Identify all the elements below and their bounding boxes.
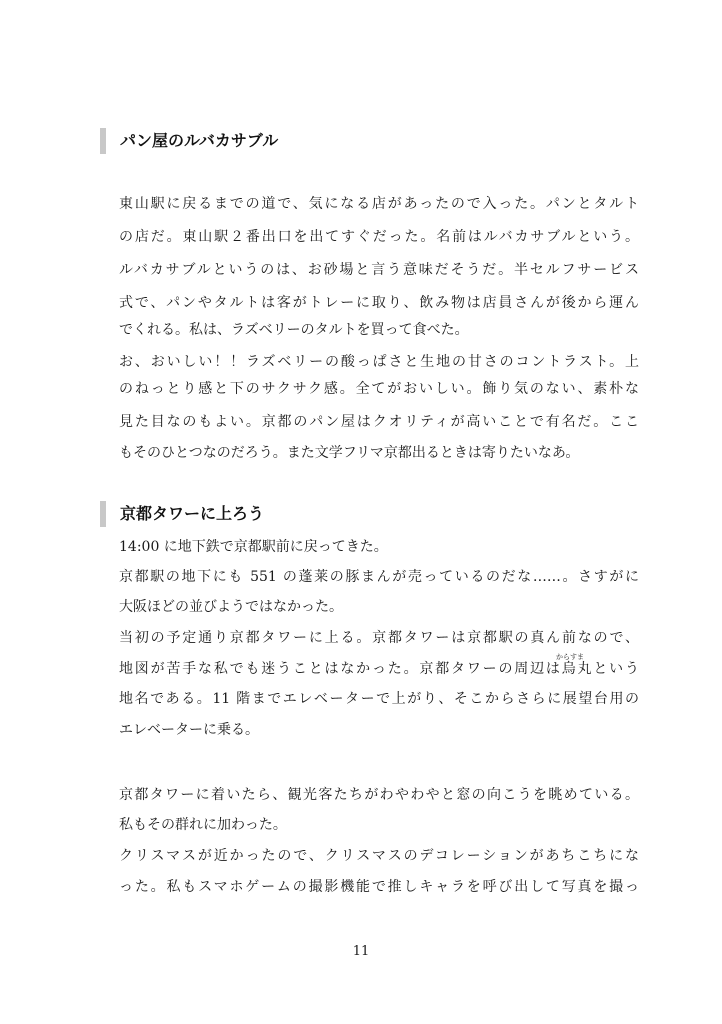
body-line: のねっとり感と下のサクサク感。全てがおいしい。飾り気のない、素朴な [119, 381, 639, 397]
section-heading-kyoto-tower: 京都タワーに上ろう [100, 501, 640, 527]
body-line: 見た目なのもよい。京都のパン屋はクオリティが高いことで有名だ。ここ [119, 414, 639, 430]
body-line: エレベーターに乗る。 [119, 722, 259, 738]
body-line: 14:00 に地下鉄で京都駅前に戻ってきた。 [119, 539, 388, 555]
ruby-reading: からすま [556, 653, 584, 661]
body-line: った。私もスマホゲームの撮影機能で推しキャラを呼び出して写真を撮っ [119, 879, 639, 895]
body-line: お、おいしい！！ラズベリーの酸っぱさと生地の甘さのコントラスト。上 [119, 354, 639, 370]
body-line: 地名である。11 階までエレベーターで上がり、そこからさらに展望台用の [119, 691, 639, 707]
body-line: 大阪ほどの並びようではなかった。 [119, 599, 343, 615]
body-line: 京都タワーに着いたら、観光客たちがわやわやと窓の向こうを眺めている。 [119, 787, 639, 803]
body-line: ルバカサブルというのは、お砂場と言う意味だそうだ。半セルフサービス [119, 262, 639, 278]
body-line: クリスマスが近かったので、クリスマスのデコレーションがあちこちにな [119, 848, 639, 864]
body-line: 式で、パンやタルトは客がトレーに取り、飲み物は店員さんが後から運ん [119, 295, 639, 311]
body-line: 東山駅に戻るまでの道で、気になる店があったので入った。パンとタルト [119, 196, 639, 212]
body-line: でくれる。私は、ラズベリーのタルトを買って食べた。 [119, 322, 469, 338]
body-line: 京都駅の地下にも 551 の蓬莱の豚まんが売っているのだな……。さすがに [119, 569, 639, 585]
body-line: 地図が苦手な私でも迷うことはなかった。京都タワーの周辺は烏丸という [119, 661, 639, 677]
body-line: の店だ。東山駅２番出口を出てすぐだった。名前はルバカサブルという。 [119, 229, 639, 245]
body-line: 私もその群れに加わった。 [119, 817, 287, 833]
body-line: もそのひとつなのだろう。また文学フリマ京都出るときは寄りたいなあ。 [119, 445, 580, 461]
body-line: 当初の予定通り京都タワーに上る。京都タワーは京都駅の真ん前なので、 [119, 630, 639, 646]
page-number: 11 [352, 944, 370, 959]
section-heading-bread-shop: パン屋のルバカサブル [100, 128, 640, 154]
